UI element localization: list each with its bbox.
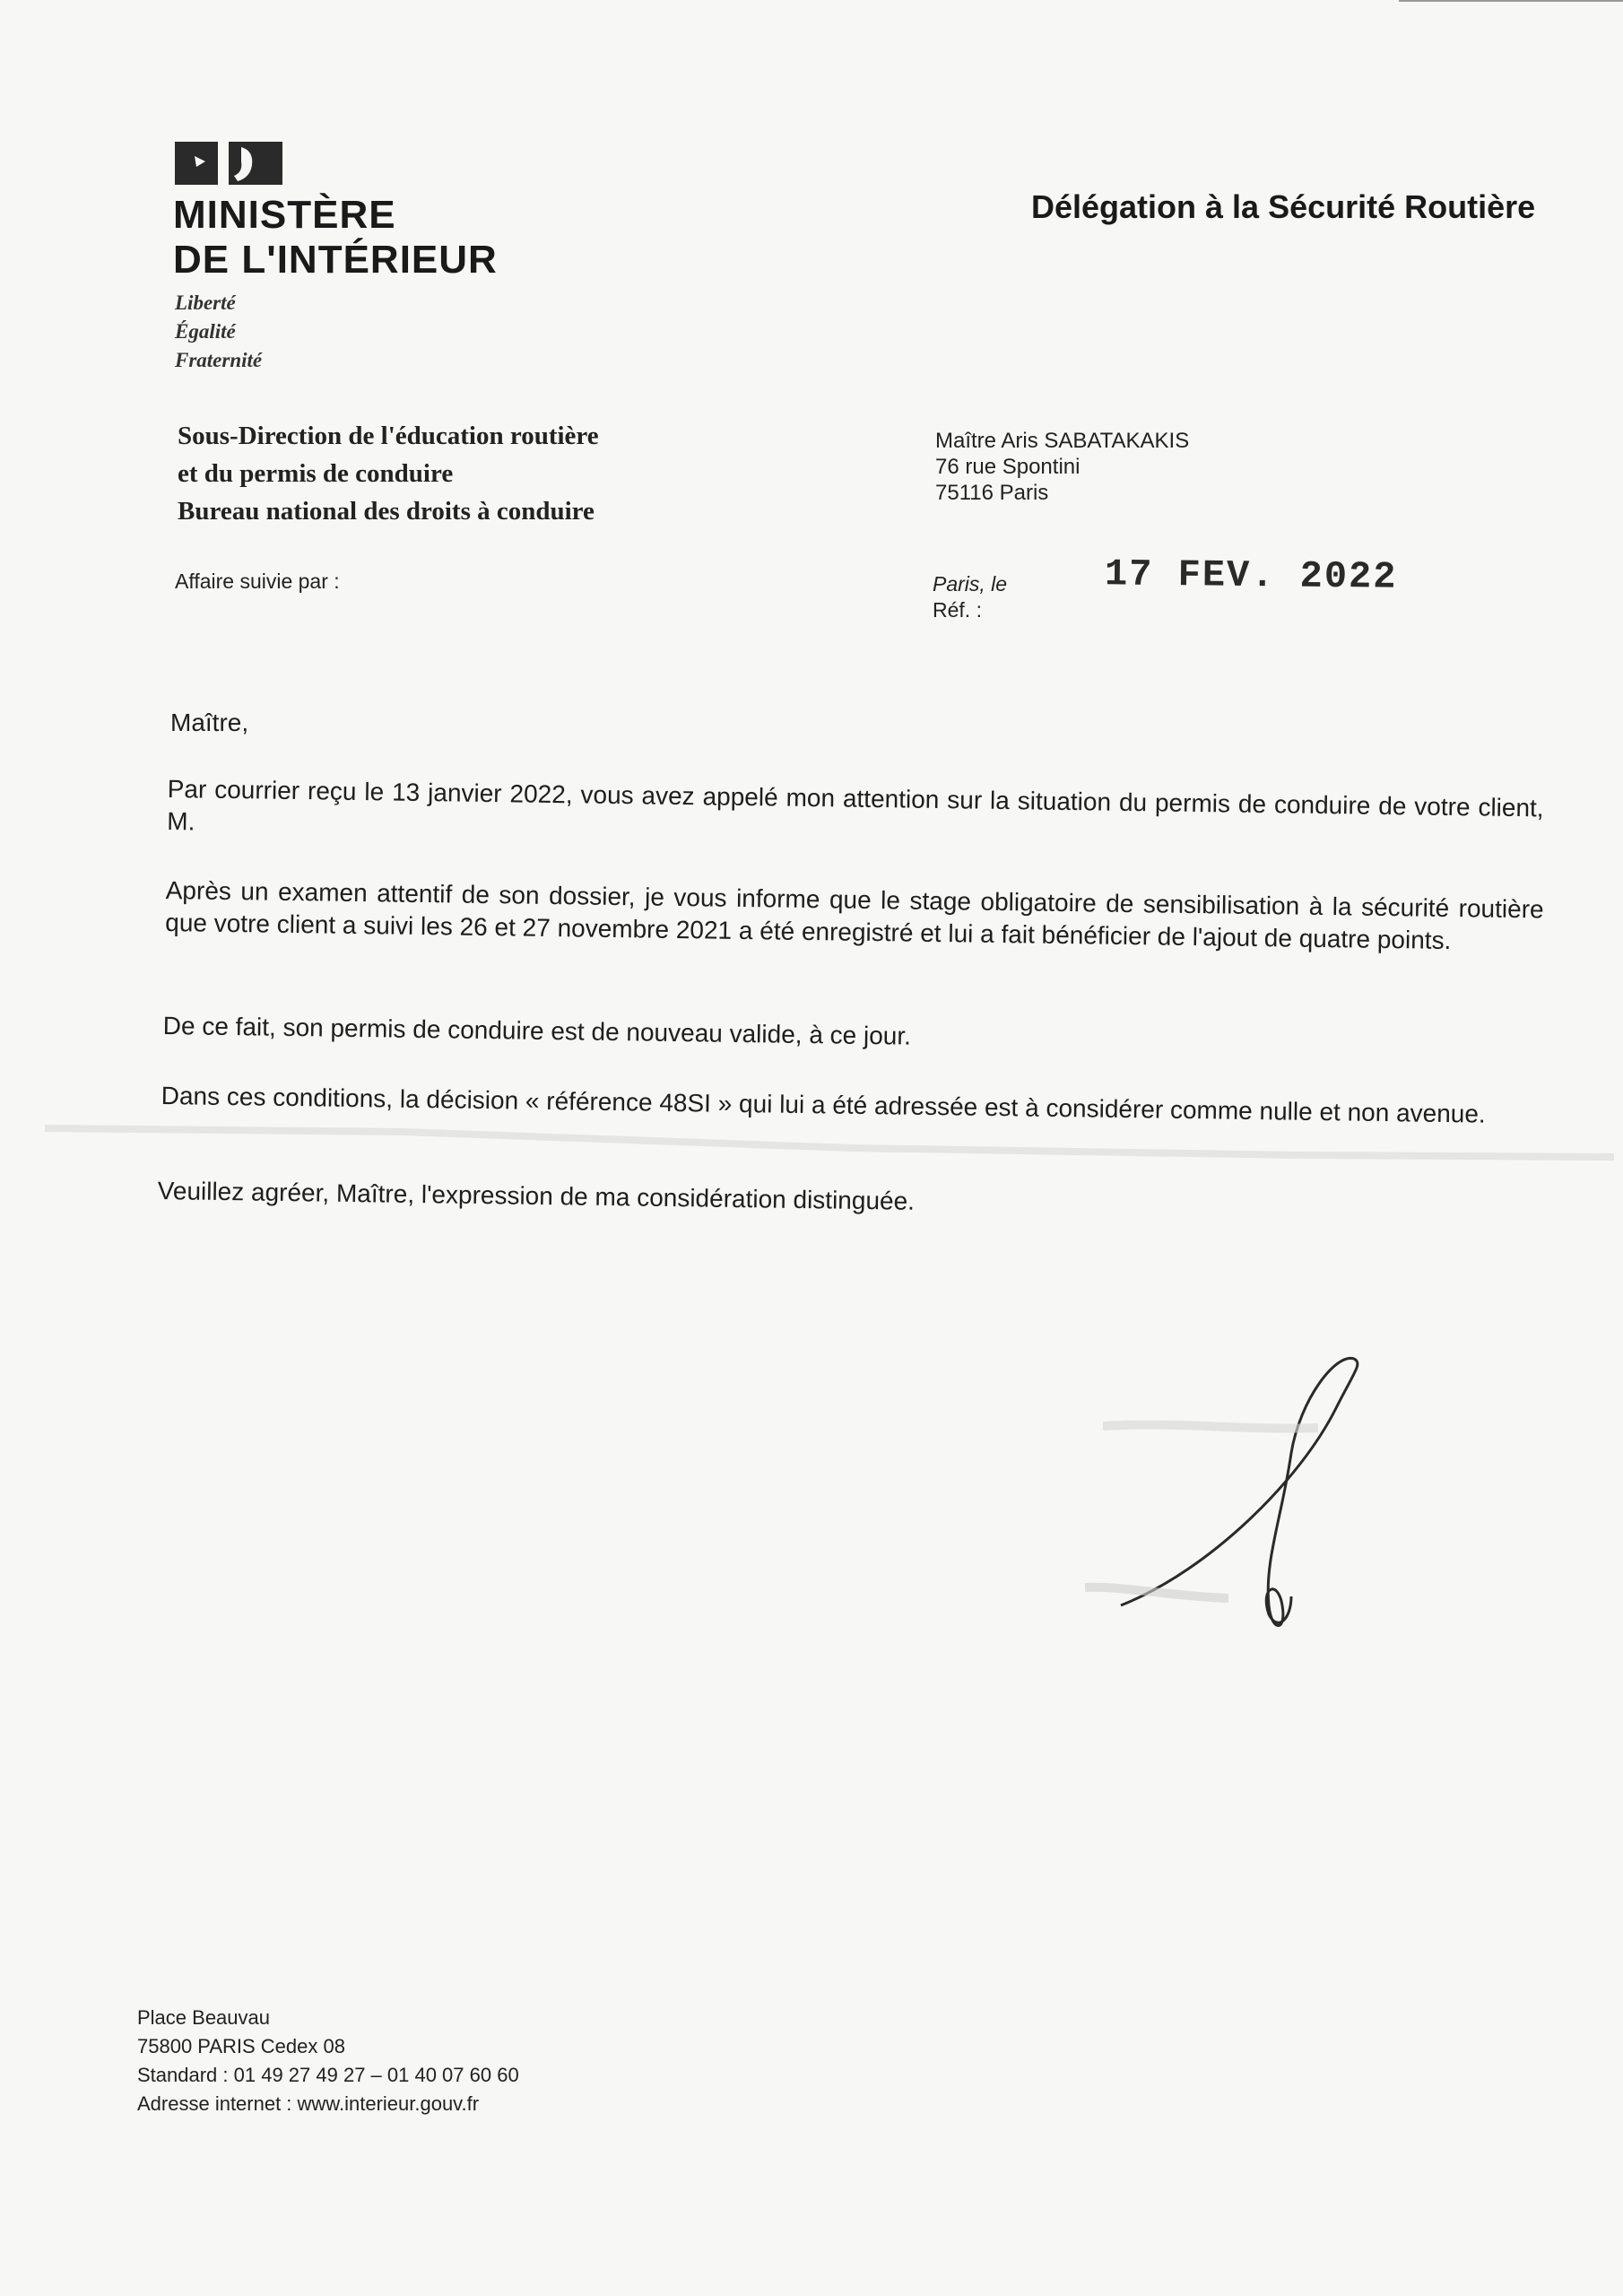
recipient-city: 75116 Paris <box>935 481 1049 505</box>
ministry-footer-address <box>137 2004 519 2118</box>
place-label: Paris, le <box>933 572 1008 596</box>
paragraph-3: De ce fait, son permis de conduire est de nouveau valide, à ce jour. <box>162 1011 912 1050</box>
motto-egalite: Égalité <box>175 320 236 343</box>
case-handler-label: Affaire suivie par : <box>175 570 340 593</box>
footer-line-3: Standard : 01 49 27 49 27 – 01 40 07 60 60 <box>137 2064 519 2086</box>
department-line-1: Sous-Direction de l'éducation routière <box>178 422 599 450</box>
salutation: Maître, <box>170 709 249 736</box>
recipient-street: 76 rue Spontini <box>935 455 1081 479</box>
scan-edge-line <box>1399 0 1623 2</box>
paragraph-4: Dans ces conditions, la décision « référence 48SI » qui lui a été adressée est à considérer comme nulle et non avenue. <box>161 1081 1486 1128</box>
department-line-3: Bureau national des droits à conduire <box>178 497 595 526</box>
handwritten-signature <box>1067 1345 1497 1659</box>
department-line-2: et du permis de conduire <box>178 459 454 488</box>
footer-line-2: 75800 PARIS Cedex 08 <box>137 2035 345 2057</box>
ministry-line-2: DE L'INTÉRIEUR <box>173 238 498 282</box>
footer-line-4: Adresse internet : www.interieur.gouv.fr <box>137 2092 480 2115</box>
republic-logo-icon <box>175 142 282 185</box>
date-stamp: 17 FEV. 2022 <box>1104 552 1398 599</box>
place-and-ref <box>933 571 1007 623</box>
scan-artifact <box>45 1112 1614 1166</box>
paragraph-2: Après un examen attentif de son dossier, je vous informe que le stage obligatoire de sensibilisation à la sécurité routière que votre client a suivi les 26 et 27 novembre 2021 a été enregistré et lui a fait bénéficier de l'ajout de quatre points. <box>165 875 1544 955</box>
motto-liberte: Liberté <box>175 291 236 314</box>
recipient-address <box>935 428 1189 506</box>
paragraph-1: Par courrier reçu le 13 janvier 2022, vous avez appelé mon attention sur la situation du permis de conduire de votre client, M. <box>167 774 1544 836</box>
ministry-line-1: MINISTÈRE <box>173 193 396 237</box>
footer-line-1: Place Beauvau <box>137 2006 270 2029</box>
closing-paragraph: Veuillez agréer, Maître, l'expression de ma considération distinguée. <box>157 1176 916 1215</box>
delegation-title: Délégation à la Sécurité Routière <box>1031 188 1536 225</box>
ref-label: Réf. : <box>933 598 982 622</box>
department-block <box>178 417 599 530</box>
motto-fraternite: Fraternité <box>175 349 263 371</box>
recipient-name: Maître Aris SABATAKAKIS <box>935 429 1190 453</box>
ministry-name <box>173 193 498 283</box>
republic-motto <box>175 289 262 375</box>
